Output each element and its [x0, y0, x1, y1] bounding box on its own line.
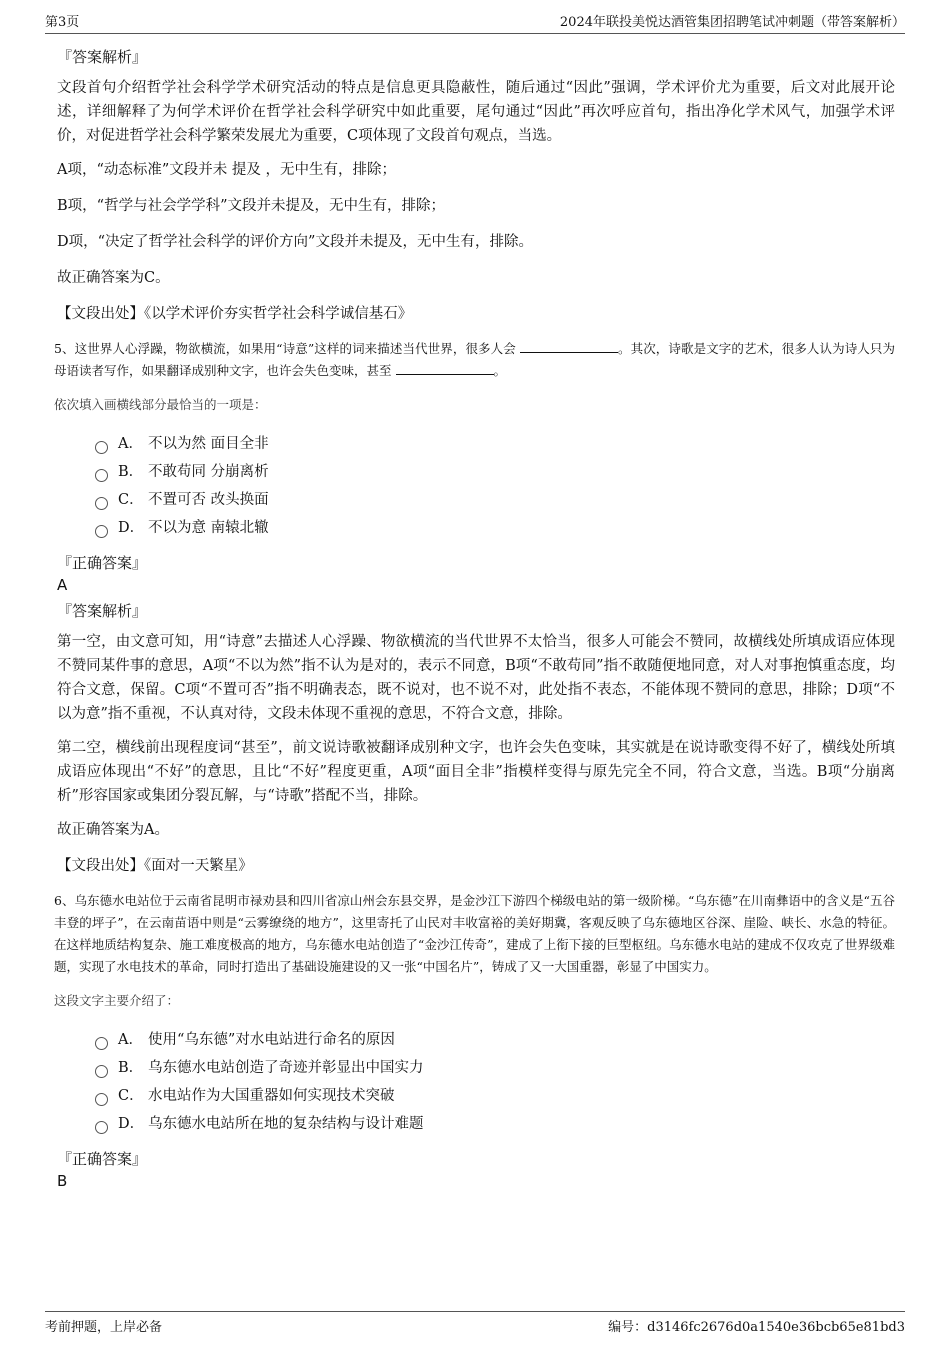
- q5-stem-part1: 5、这世界人心浮躁，物欲横流，如果用“诗意”这样的词来描述当代世界，很多人会: [54, 341, 516, 356]
- option-text: 乌东德水电站所在地的复杂结构与设计难题: [148, 1116, 424, 1132]
- q4-conclusion: 故正确答案为C。: [57, 270, 170, 286]
- option-text: 使用“乌东德”对水电站进行命名的原因: [148, 1032, 395, 1048]
- q5-analysis-paragraph-2: 第二空，横线前出现程度词“甚至”，前文说诗歌被翻译成别种文字，也许会失色变味，其实就是在说诗歌变得不好了，横线处所填成语应体现出“不好”的意思，且比“不好”程度更重，A项“面目全非”指模样变得与原先完全不同，符合文意，当选。B项“分崩离析”形容国家或集团分裂瓦解，与“诗歌”搭配不当，排除。: [57, 740, 895, 804]
- option-text: 水电站作为大国重器如何实现技术突破: [148, 1088, 395, 1104]
- q4-analysis-paragraph: 文段首句介绍哲学社会科学学术研究活动的特点是信息更具隐蔽性，随后通过“因此”强调，学术评价尤为重要，后文对此展开论述，详细解释了为何学术评价在哲学社会科学研究中如此重要，尾句通过“因此”再次呼应首句，指出净化学术风气，加强学术评价，对促进哲学社会科学繁荣发展尤为重要，C项体现了文段首句观点，当选。: [57, 80, 895, 144]
- q5-analysis-paragraph-1: 第一空，由文意可知，用“诗意”去描述人心浮躁、物欲横流的当代世界不太恰当，很多人可能会不赞同，故横线处所填成语应体现不赞同某件事的意思，A项“不以为然”指不认为是对的，表示不同意，B项“不敢苟同”指不敢随便地同意，对人对事抱慎重态度，均符合文意，保留。C项“不置可否”指不明确表态，既不说对，也不说不对，此处指不表态，不能体现不赞同的意思，排除；D项“不以为意”指不重视，不认真对待，文段未体现不重视的意思，不符合文意，排除。: [57, 634, 895, 722]
- option-letter: D．: [118, 520, 145, 536]
- q5-correct-answer: A: [57, 576, 68, 594]
- document-code: 编号：d3146fc2676d0a1540e36bcb65e81bd3: [608, 1319, 905, 1335]
- q6-prompt: 这段文字主要介绍了：: [54, 993, 180, 1008]
- option-letter: C．: [118, 492, 144, 508]
- q4-analysis-option-a: A项，“动态标准”文段并未 提及 ，无中生有，排除；: [57, 162, 397, 178]
- radio-icon[interactable]: [95, 469, 108, 482]
- q5-option-d[interactable]: [95, 514, 895, 542]
- option-letter: A．: [118, 436, 143, 452]
- q4-analysis-option-b: B项，“哲学与社会学学科”文段并未提及，无中生有，排除；: [57, 198, 445, 214]
- option-text: 不以为意 南辕北辙: [148, 520, 269, 536]
- radio-icon[interactable]: [95, 525, 108, 538]
- option-letter: A．: [118, 1032, 143, 1048]
- q5-blank-2: [396, 360, 494, 375]
- q6-option-d[interactable]: [95, 1110, 895, 1138]
- q5-analysis-label: 『答案解析』: [57, 602, 148, 620]
- radio-icon[interactable]: [95, 1037, 108, 1050]
- page-number: 第3页: [45, 15, 80, 30]
- option-letter: D．: [118, 1116, 145, 1132]
- option-text: 不置可否 改头换面: [148, 492, 269, 508]
- radio-icon[interactable]: [95, 497, 108, 510]
- q6-stem: 6、乌东德水电站位于云南省昆明市禄劝县和四川省凉山州会东县交界，是金沙江下游四个梯级电站的第一级阶梯。“乌东德”在川南彝语中的含义是“五谷丰登的坪子”，在云南苗语中则是“云雾缭绕的地方”，这里寄托了山民对丰收富裕的美好期冀，客观反映了乌东德地区谷深、崖险、峡长、水急的特征。在这样地质结构复杂、施工难度极高的地方，乌东德水电站创造了“金沙江传奇”，建成了上衔下接的巨型枢纽。乌东德水电站的建成不仅攻克了世界级难题，实现了水电技术的革命，同时打造出了基础设施建设的又一张“中国名片”，铸成了又一大国重器，彰显了中国实力。: [54, 893, 895, 974]
- q6-correct-answer: B: [57, 1172, 68, 1190]
- q5-prompt: 依次填入画横线部分最恰当的一项是：: [54, 397, 267, 412]
- option-text: 不以为然 面目全非: [148, 436, 269, 452]
- q4-analysis-option-d: D项，“决定了哲学社会科学的评价方向”文段并未提及，无中生有，排除。: [57, 234, 533, 250]
- q4-source: 【文段出处】《以学术评价夯实哲学社会科学诚信基石》: [57, 306, 413, 322]
- q5-options: [95, 430, 895, 542]
- q5-option-b[interactable]: [95, 458, 895, 486]
- option-letter: B．: [118, 1060, 144, 1076]
- page-header: [45, 10, 905, 34]
- radio-icon[interactable]: [95, 1065, 108, 1078]
- q6-correct-label: 『正确答案』: [57, 1150, 148, 1168]
- q6-option-c[interactable]: [95, 1082, 895, 1110]
- document-title: 2024年联投美悦达酒管集团招聘笔试冲刺题（带答案解析）: [559, 15, 905, 30]
- q5-option-c[interactable]: [95, 486, 895, 514]
- page-footer: [45, 1311, 905, 1335]
- option-text: 不敢苟同 分崩离析: [148, 464, 269, 480]
- radio-icon[interactable]: [95, 1093, 108, 1106]
- q4-analysis-label: 『答案解析』: [57, 48, 148, 66]
- option-letter: C．: [118, 1088, 144, 1104]
- q5-stem-part3: 。: [493, 363, 507, 378]
- q5-option-a[interactable]: [95, 430, 895, 458]
- option-letter: B．: [118, 464, 144, 480]
- q5-source: 【文段出处】《面对一天繁星》: [57, 858, 253, 874]
- q6-options: [95, 1026, 895, 1138]
- q5-conclusion: 故正确答案为A。: [57, 822, 169, 838]
- q5-correct-label: 『正确答案』: [57, 554, 148, 572]
- footer-slogan: 考前押题，上岸必备: [45, 1319, 163, 1335]
- radio-icon[interactable]: [95, 441, 108, 454]
- q5-stem: [54, 338, 895, 382]
- q5-stem-part2: 。其次，诗歌是文字的艺术，很多人认为诗人只为母语读者写作，如果翻译成别种文字，也许会失色变味，甚至: [54, 341, 895, 378]
- radio-icon[interactable]: [95, 1121, 108, 1134]
- q5-blank-1: [520, 338, 618, 353]
- option-text: 乌东德水电站创造了奇迹并彰显出中国实力: [148, 1060, 424, 1076]
- page-content: [54, 40, 895, 1196]
- q6-option-b[interactable]: [95, 1054, 895, 1082]
- q6-option-a[interactable]: [95, 1026, 895, 1054]
